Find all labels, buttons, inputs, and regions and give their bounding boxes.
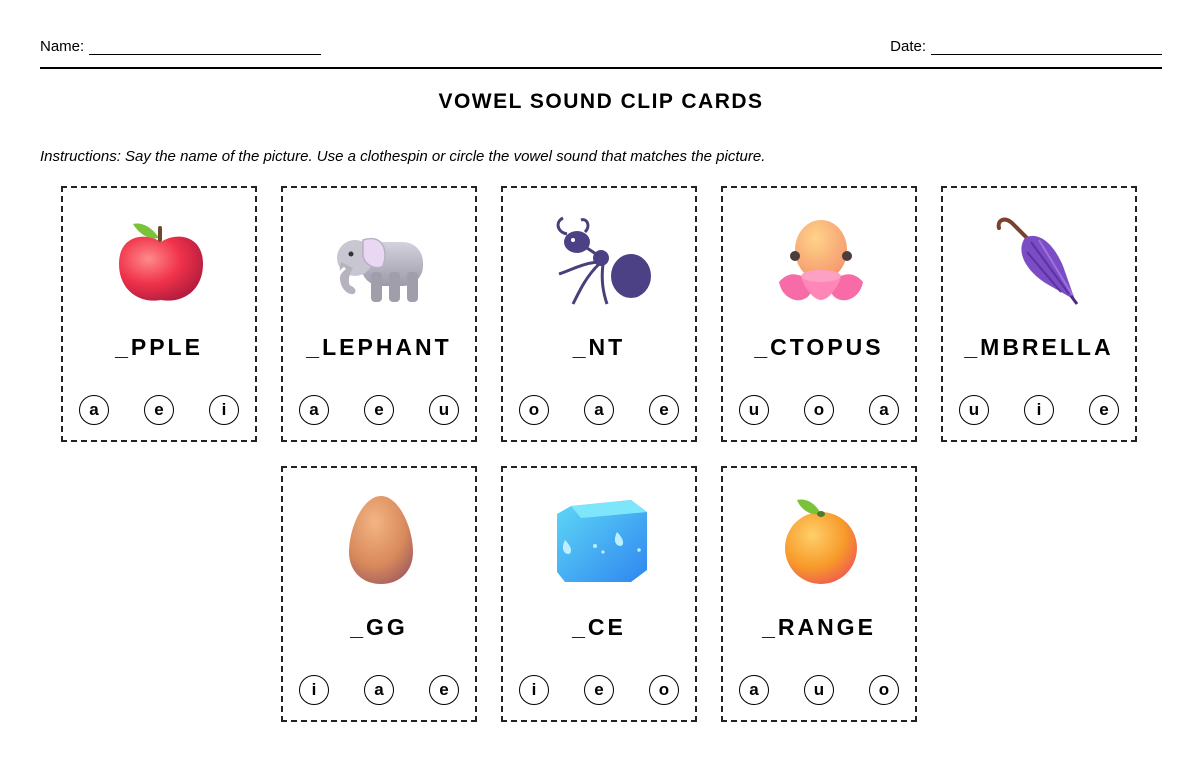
card-word: _CE [572, 614, 626, 640]
header-divider [40, 67, 1162, 69]
name-field [40, 38, 321, 55]
worksheet-header [40, 38, 1162, 60]
clip-card-umbrella [941, 186, 1137, 442]
clip-card-octopus [721, 186, 917, 442]
card-word: _LEPHANT [306, 334, 452, 360]
vowel-option[interactable]: i [1024, 395, 1054, 425]
vowel-option[interactable]: u [429, 395, 459, 425]
vowel-option[interactable]: i [209, 395, 239, 425]
clip-card-elephant [281, 186, 477, 442]
clip-card-orange [721, 466, 917, 722]
vowel-option[interactable]: o [519, 395, 549, 425]
date-field [890, 38, 1162, 55]
elephant-icon [331, 212, 431, 308]
vowel-option[interactable]: i [299, 675, 329, 705]
card-word: _PPLE [115, 334, 203, 360]
vowel-option[interactable]: e [649, 395, 679, 425]
ice-cube-icon [551, 492, 651, 588]
vowel-option[interactable]: u [959, 395, 989, 425]
date-label: Date: [890, 38, 926, 55]
vowel-option[interactable]: a [79, 395, 109, 425]
vowel-option[interactable]: i [519, 675, 549, 705]
instructions-text: Instructions: Say the name of the picture. Use a clothespin or circle the vowel sound that matches the picture. [40, 148, 766, 165]
ant-icon [551, 212, 651, 308]
card-word: _RANGE [762, 614, 876, 640]
vowel-option[interactable]: o [869, 675, 899, 705]
clip-card-apple [61, 186, 257, 442]
vowel-option[interactable]: e [144, 395, 174, 425]
vowel-option[interactable]: u [739, 395, 769, 425]
card-word: _CTOPUS [754, 334, 884, 360]
card-word: _NT [572, 334, 626, 360]
card-word: _GG [350, 614, 408, 640]
clip-card-ant [501, 186, 697, 442]
name-blank-line[interactable] [89, 38, 321, 55]
vowel-option[interactable]: a [299, 395, 329, 425]
vowel-option[interactable]: u [804, 675, 834, 705]
vowel-option[interactable]: e [584, 675, 614, 705]
vowel-option[interactable]: e [1089, 395, 1119, 425]
name-label: Name: [40, 38, 85, 55]
date-blank-line[interactable] [931, 38, 1162, 55]
clip-card-ice-cube [501, 466, 697, 722]
clip-card-egg [281, 466, 477, 722]
card-word: _MBRELLA [964, 334, 1114, 360]
vowel-option[interactable]: a [364, 675, 394, 705]
vowel-option[interactable]: e [364, 395, 394, 425]
apple-icon [111, 212, 211, 308]
vowel-option[interactable]: e [429, 675, 459, 705]
octopus-icon [771, 212, 871, 308]
orange-icon [771, 492, 871, 588]
page-title: VOWEL SOUND CLIP CARDS [438, 90, 764, 113]
vowel-option[interactable]: a [584, 395, 614, 425]
umbrella-icon [991, 212, 1091, 308]
egg-icon [331, 492, 431, 588]
vowel-option[interactable]: o [804, 395, 834, 425]
vowel-option[interactable]: o [649, 675, 679, 705]
vowel-option[interactable]: a [739, 675, 769, 705]
vowel-option[interactable]: a [869, 395, 899, 425]
